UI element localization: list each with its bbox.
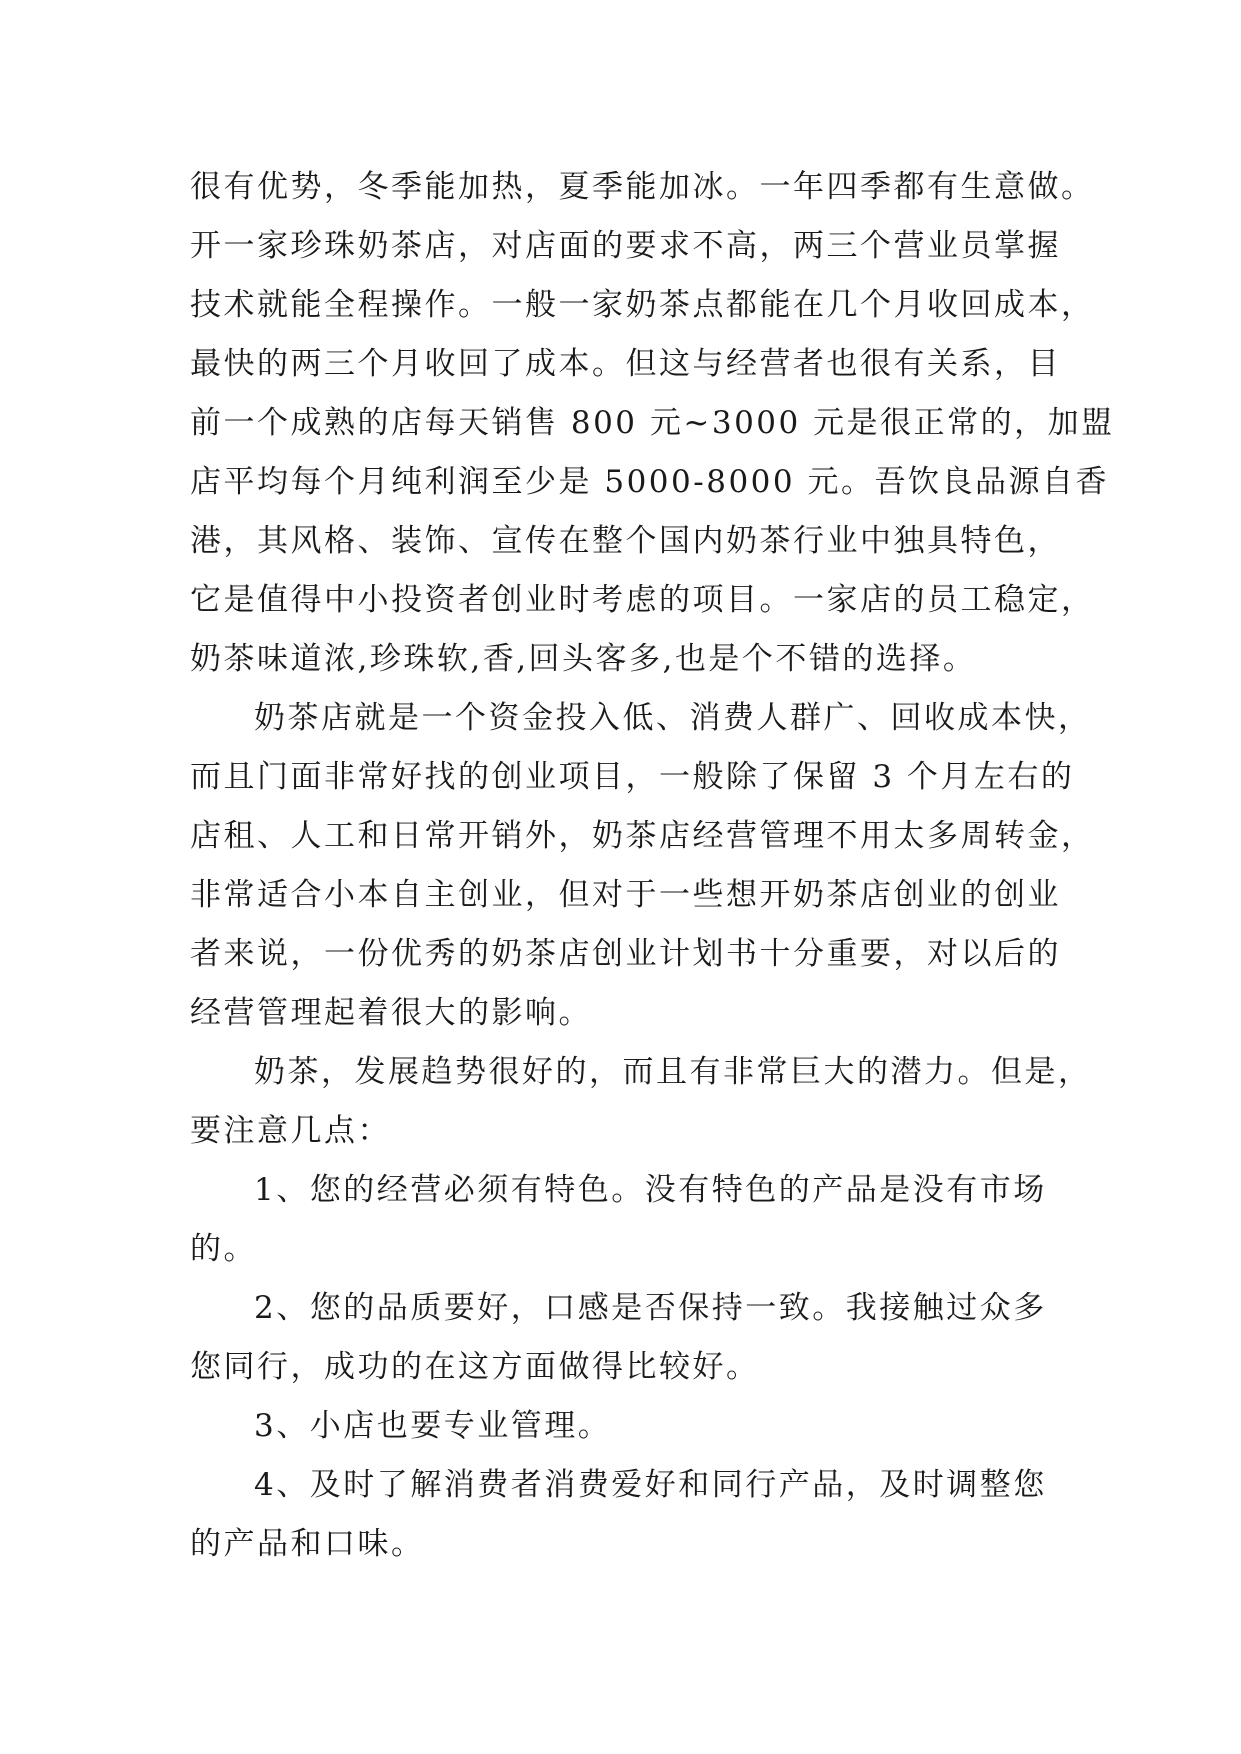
list-item	[190, 1279, 1090, 1397]
text-line: 的。	[190, 1231, 257, 1267]
list-item	[190, 1397, 1090, 1456]
text-line: 奶茶店就是一个资金投入低、消费人群广、回收成本快，	[254, 700, 1092, 736]
text-line: 的产品和口味。	[190, 1526, 425, 1562]
text-line: 非常适合小本自主创业，但对于一些想开奶茶店创业的创业	[190, 877, 1061, 913]
text-line: 要注意几点：	[190, 1113, 391, 1149]
text-line: 奶茶味道浓,珍珠软,香,回头客多,也是个不错的选择。	[190, 641, 977, 677]
text-line: 开一家珍珠奶茶店，对店面的要求不高，两三个营业员掌握	[190, 228, 1061, 264]
text-line: 最快的两三个月收回了成本。但这与经营者也很有关系，目	[190, 346, 1061, 382]
text-line: 而且门面非常好找的创业项目，一般除了保留 3 个月左右的	[190, 759, 1075, 795]
text-line: 者来说，一份优秀的奶茶店创业计划书十分重要，对以后的	[190, 936, 1061, 972]
text-line: 前一个成熟的店每天销售 800 元~3000 元是很正常的，加盟	[190, 405, 1115, 441]
text-line: 它是值得中小投资者创业时考虑的项目。一家店的员工稳定，	[190, 582, 1095, 618]
document-body	[190, 158, 1115, 1574]
text-line: 您同行，成功的在这方面做得比较好。	[190, 1349, 760, 1385]
text-line: 经营管理起着很大的影响。	[190, 995, 592, 1031]
text-line: 3、小店也要专业管理。	[254, 1408, 612, 1444]
text-line: 很有优势，冬季能加热，夏季能加冰。一年四季都有生意做。	[190, 169, 1095, 205]
text-line: 1、您的经营必须有特色。没有特色的产品是没有市场	[254, 1172, 1047, 1208]
text-line: 2、您的品质要好，口感是否保持一致。我接触过众多	[254, 1290, 1047, 1326]
text-line: 技术就能全程操作。一般一家奶茶点都能在几个月收回成本，	[190, 287, 1095, 323]
text-line: 奶茶，发展趋势很好的，而且有非常巨大的潜力。但是，	[254, 1054, 1092, 1090]
text-line: 港，其风格、装饰、宣传在整个国内奶茶行业中独具特色，	[190, 523, 1061, 559]
text-line: 店租、人工和日常开销外，奶茶店经营管理不用太多周转金，	[190, 818, 1095, 854]
list-item	[190, 1161, 1090, 1279]
paragraph	[190, 689, 1095, 1043]
list-item	[190, 1456, 1090, 1574]
text-line: 店平均每个月纯利润至少是 5000-8000 元。吾饮良品源自香	[190, 464, 1109, 500]
text-line: 4、及时了解消费者消费爱好和同行产品，及时调整您	[254, 1467, 1047, 1503]
paragraph	[190, 158, 1115, 689]
paragraph	[190, 1043, 1090, 1161]
